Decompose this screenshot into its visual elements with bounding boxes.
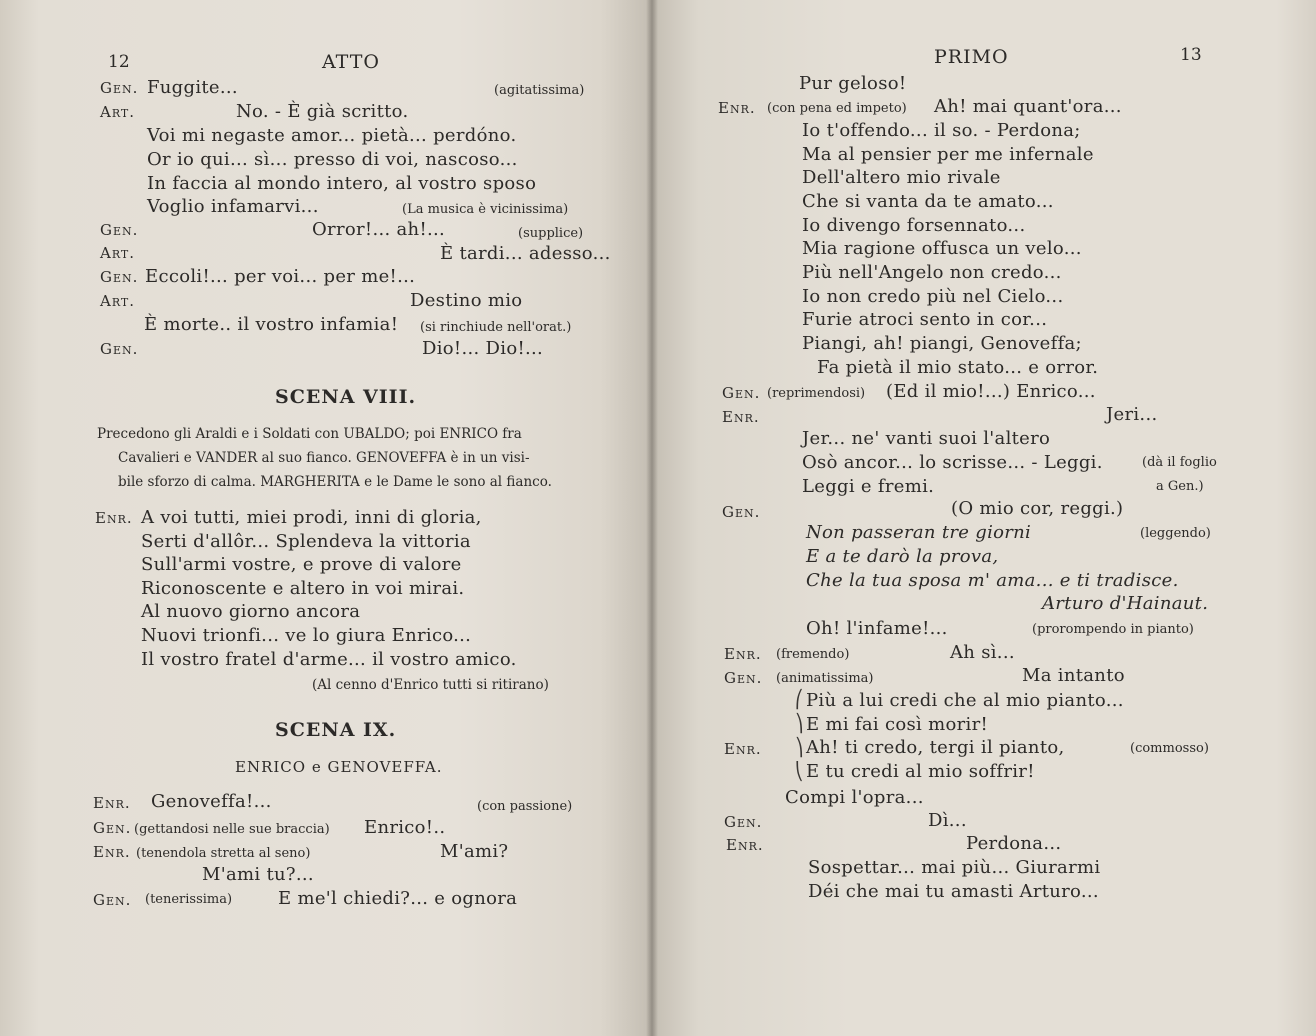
- page-number: 13: [1180, 45, 1202, 65]
- scene-title: SCENA IX.: [275, 719, 397, 741]
- verse: Enrico!..: [364, 817, 446, 838]
- verse: M'ami?: [440, 841, 509, 862]
- verse: Io t'offendo... il so. - Perdona;: [802, 120, 1081, 141]
- speaker: Gen.: [722, 384, 761, 402]
- stage-direction: (prorompendo in pianto): [1032, 622, 1194, 637]
- speaker: Art.: [100, 244, 136, 262]
- stage-direction: (animatissima): [776, 671, 874, 686]
- verse: Osò ancor... lo scrisse... - Leggi.: [802, 452, 1103, 473]
- stage-direction: (Al cenno d'Enrico tutti si ritirano): [312, 677, 549, 693]
- verse: Il vostro fratel d'arme... il vostro amico.: [141, 649, 517, 670]
- verse: Pur geloso!: [799, 73, 907, 94]
- speaker: Enr.: [93, 794, 131, 812]
- speaker: Gen.: [724, 669, 763, 687]
- stage-direction: (con passione): [477, 799, 573, 814]
- verse: Io non credo più nel Cielo...: [802, 286, 1064, 307]
- scene-characters: ENRICO e GENOVEFFA.: [235, 758, 443, 776]
- verse: Déi che mai tu amasti Arturo...: [808, 881, 1099, 902]
- verse: Ma al pensier per me infernale: [802, 144, 1094, 165]
- speaker: Gen.: [100, 221, 139, 239]
- verse: Jeri...: [1106, 404, 1158, 425]
- verse: E me'l chiedi?... e ognora: [278, 888, 518, 909]
- stage-direction: (agitatissima): [494, 83, 585, 98]
- verse: Io divengo forsennato...: [802, 215, 1026, 236]
- running-head: ATTO: [322, 51, 380, 73]
- verse: Ma intanto: [1022, 665, 1125, 686]
- brace-mark: ⎞: [795, 738, 804, 758]
- verse: Dell'altero mio rivale: [802, 167, 1001, 188]
- verse: Serti d'allôr... Splendeva la vittoria: [141, 531, 471, 552]
- brace-mark: ⎝: [795, 762, 804, 782]
- verse: È tardi... adesso...: [440, 243, 611, 264]
- verse: Dio!... Dio!...: [422, 338, 544, 359]
- stage-direction: (tenendola stretta al seno): [136, 846, 311, 861]
- verse: No. - È già scritto.: [236, 101, 409, 122]
- stage-direction: (gettandosi nelle sue braccia): [134, 822, 330, 837]
- verse: (O mio cor, reggi.): [951, 498, 1124, 519]
- stage-direction: (La musica è vicinissima): [402, 202, 569, 217]
- verse: Dì...: [928, 810, 967, 831]
- letter-verse: E a te darò la prova,: [806, 546, 999, 567]
- verse: Nuovi trionfi... ve lo giura Enrico...: [141, 625, 472, 646]
- speaker: Gen.: [100, 79, 139, 97]
- stage-direction: (fremendo): [776, 647, 850, 662]
- verse: Al nuovo giorno ancora: [141, 601, 361, 622]
- verse: Oh! l'infame!...: [806, 618, 948, 639]
- verse: Ah! ti credo, tergi il pianto,: [806, 737, 1065, 758]
- verse: (Ed il mio!...) Enrico...: [886, 381, 1096, 402]
- speaker: Enr.: [95, 509, 133, 527]
- letter-signature: Arturo d'Hainaut.: [1042, 593, 1209, 614]
- stage-direction: (si rinchiude nell'orat.): [420, 320, 572, 335]
- verse: Ah sì...: [950, 642, 1015, 663]
- speaker: Enr.: [722, 408, 760, 426]
- speaker: Art.: [100, 292, 136, 310]
- verse: Che si vanta da te amato...: [802, 191, 1054, 212]
- scene-title: SCENA VIII.: [275, 386, 417, 408]
- verse: È morte.. il vostro infamia!: [144, 314, 399, 335]
- verse: Voi mi negaste amor... pietà... perdóno.: [147, 125, 517, 146]
- verse: E mi fai così morir!: [806, 714, 989, 735]
- left-page: [0, 0, 652, 1036]
- verse: Sull'armi vostre, e prove di valore: [141, 554, 462, 575]
- scene-direction-line: bile sforzo di calma. MARGHERITA e le Dame le sono al fianco.: [118, 474, 552, 490]
- scene-direction-line: Cavalieri e VANDER al suo fianco. GENOVEFFA è in un visi-: [118, 450, 530, 466]
- stage-direction: (dà il foglio: [1142, 455, 1217, 470]
- verse: E tu credi al mio soffrir!: [806, 761, 1035, 782]
- verse: Ah! mai quant'ora...: [934, 96, 1122, 117]
- brace-mark: ⎞: [795, 714, 804, 734]
- speaker: Enr.: [724, 740, 762, 758]
- verse: A voi tutti, miei prodi, inni di gloria,: [141, 507, 482, 528]
- stage-direction: (commosso): [1130, 741, 1209, 756]
- scene-direction-line: Precedono gli Araldi e i Soldati con UBALDO; poi ENRICO fra: [97, 426, 522, 442]
- verse: Sospettar... mai più... Giurarmi: [808, 857, 1101, 878]
- speaker: Enr.: [718, 99, 756, 117]
- speaker: Gen.: [100, 340, 139, 358]
- speaker: Gen.: [100, 268, 139, 286]
- speaker: Gen.: [93, 819, 132, 837]
- letter-verse: Non passeran tre giorni: [806, 522, 1032, 543]
- verse: Piangi, ah! piangi, Genoveffa;: [802, 333, 1082, 354]
- verse: Eccoli!... per voi... per me!...: [145, 266, 416, 287]
- speaker: Enr.: [93, 843, 131, 861]
- stage-direction: (tenerissima): [145, 892, 233, 907]
- letter-verse: Che la tua sposa m' ama... e ti tradisce.: [806, 570, 1179, 591]
- verse: Riconoscente e altero in voi mirai.: [141, 578, 465, 599]
- stage-direction: (leggendo): [1140, 526, 1211, 541]
- verse: M'ami tu?...: [202, 864, 314, 885]
- speaker: Gen.: [722, 503, 761, 521]
- verse: Furie atroci sento in cor...: [802, 309, 1048, 330]
- page-number: 12: [108, 52, 130, 72]
- speaker: Enr.: [726, 836, 764, 854]
- verse: Compi l'opra...: [785, 787, 924, 808]
- verse: Orror!... ah!...: [312, 219, 446, 240]
- stage-direction: (supplice): [518, 226, 584, 241]
- speaker: Art.: [100, 103, 136, 121]
- verse: Leggi e fremi.: [802, 476, 935, 497]
- verse: Jer... ne' vanti suoi l'altero: [802, 428, 1051, 449]
- stage-direction: (con pena ed impeto): [767, 101, 907, 116]
- speaker: Gen.: [724, 813, 763, 831]
- book-gutter: [646, 0, 658, 1036]
- verse: Destino mio: [410, 290, 523, 311]
- verse: Più nell'Angelo non credo...: [802, 262, 1062, 283]
- verse: Più a lui credi che al mio pianto...: [806, 690, 1124, 711]
- verse: Or io qui... sì... presso di voi, nascoso...: [147, 149, 518, 170]
- running-head: PRIMO: [934, 46, 1009, 68]
- speaker: Enr.: [724, 645, 762, 663]
- verse: In faccia al mondo intero, al vostro sposo: [147, 173, 537, 194]
- verse: Mia ragione offusca un velo...: [802, 238, 1082, 259]
- verse: Fa pietà il mio stato... e orror.: [817, 357, 1099, 378]
- right-page: [652, 0, 1316, 1036]
- stage-direction: (reprimendosi): [767, 386, 866, 401]
- verse: Fuggite...: [147, 77, 238, 98]
- verse: Perdona...: [966, 833, 1062, 854]
- verse: Genoveffa!...: [151, 791, 272, 812]
- brace-mark: ⎛: [795, 690, 804, 710]
- verse: Voglio infamarvi...: [147, 196, 319, 217]
- speaker: Gen.: [93, 891, 132, 909]
- stage-direction: a Gen.): [1156, 479, 1204, 494]
